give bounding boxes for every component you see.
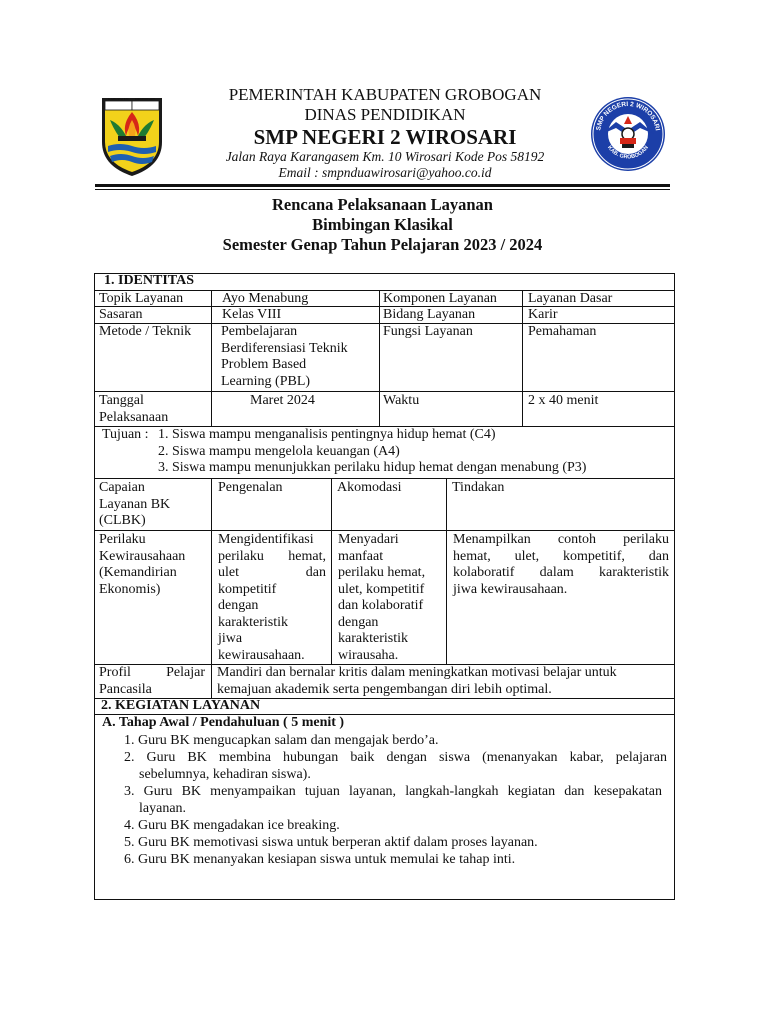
akomodasi-header: Akomodasi bbox=[337, 480, 402, 495]
clbk-header-line: Capaian bbox=[99, 480, 145, 495]
kegiatan-step: 6. Guru BK menanyakan kesiapan siswa untuk memulai ke tahap inti. bbox=[124, 852, 516, 867]
bidang-label: Bidang Layanan bbox=[383, 307, 476, 322]
clbk-row-label-line: (Kemandirian bbox=[99, 565, 177, 580]
tujuan-item: 2. Siswa mampu mengelola keuangan (A4) bbox=[158, 443, 400, 459]
metode-label: Metode / Teknik bbox=[99, 324, 192, 339]
pengenalan-line: kewirausahaan. bbox=[218, 647, 305, 663]
kegiatan-step: 4. Guru BK mengadakan ice breaking. bbox=[124, 818, 340, 833]
document-title-2: Bimbingan Klasikal bbox=[312, 215, 453, 234]
right-logo-ring-text bbox=[588, 94, 668, 174]
table-line bbox=[94, 478, 675, 479]
komponen-value: Layanan Dasar bbox=[528, 291, 613, 306]
tujuan-item: 1. Siswa mampu menganalisis pentingnya hidup hemat (C4) bbox=[158, 427, 496, 442]
fungsi-label: Fungsi Layanan bbox=[383, 324, 473, 339]
right-logo-bottom-text: KAB. GROBOGAN bbox=[606, 144, 650, 161]
kabupaten-grobogan-logo bbox=[96, 92, 168, 178]
school-name: SMP NEGERI 2 WIROSARI bbox=[253, 125, 517, 149]
pengenalan-line: dengan bbox=[218, 598, 259, 613]
tindakan-line: hemat, ulet, kompetitif, dan bbox=[453, 548, 669, 564]
tujuan-item: 3. Siswa mampu menunjukkan perilaku hidup hemat dengan menabung (P3) bbox=[158, 460, 587, 475]
document-title-1: Rencana Pelaksanaan Layanan bbox=[272, 195, 493, 214]
akomodasi-line: dan kolaboratif bbox=[338, 598, 424, 613]
tanggal-label-line: Tanggal bbox=[99, 393, 144, 408]
identitas-heading: 1. IDENTITAS bbox=[104, 273, 194, 288]
metode-value-line: Learning (PBL) bbox=[221, 373, 311, 389]
tindakan-header: Tindakan bbox=[452, 480, 505, 495]
bidang-value: Karir bbox=[528, 307, 558, 322]
school-address: Jalan Raya Karangasem Km. 10 Wirosari Kode Pos 58192 bbox=[225, 149, 545, 164]
profil-value-line: kemajuan akademik serta pengembangan diri lebih optimal. bbox=[217, 681, 552, 697]
tindakan-line: Menampilkan contoh perilaku bbox=[453, 532, 669, 547]
akomodasi-line: Menyadari bbox=[338, 532, 399, 547]
header-rule-thick bbox=[95, 184, 670, 187]
pengenalan-line: ulet dan bbox=[218, 565, 326, 580]
clbk-row-label-line: Ekonomis) bbox=[99, 581, 161, 597]
right-logo-top-text: SMP NEGERI 2 WIROSARI bbox=[595, 100, 661, 132]
akomodasi-line: wirausaha. bbox=[338, 647, 399, 663]
komponen-label: Komponen Layanan bbox=[383, 291, 497, 306]
kegiatan-step: 1. Guru BK mengucapkan salam dan mengajak berdo’a. bbox=[124, 733, 439, 748]
waktu-value: 2 x 40 menit bbox=[528, 393, 599, 408]
pengenalan-line: Mengidentifikasi bbox=[218, 532, 314, 547]
kegiatan-heading: 2. KEGIATAN LAYANAN bbox=[101, 698, 261, 713]
sasaran-value: Kelas VIII bbox=[222, 307, 282, 322]
metode-value-line: Berdiferensiasi Teknik bbox=[221, 340, 348, 356]
kegiatan-step: sebelumnya, kehadiran siswa). bbox=[139, 767, 311, 782]
header-line-1: PEMERINTAH KABUPATEN GROBOGAN bbox=[228, 85, 542, 104]
kegiatan-step: 2. Guru BK membina hubungan baik dengan siswa (menanyakan kabar, pelajaran bbox=[124, 750, 667, 765]
fungsi-value: Pemahaman bbox=[528, 324, 597, 339]
akomodasi-line: perilaku hemat, bbox=[338, 565, 426, 580]
profil-label-line: Profil Pelajar bbox=[99, 665, 205, 680]
tindakan-line: kolaboratif dalam karakteristik bbox=[453, 565, 669, 580]
profil-label-line: Pancasila bbox=[99, 681, 152, 697]
akomodasi-line: dengan bbox=[338, 614, 379, 630]
table-line bbox=[94, 530, 675, 531]
kegiatan-step: layanan. bbox=[139, 801, 187, 816]
school-email: Email : smpnduawirosari@yahoo.co.id bbox=[278, 165, 492, 180]
pengenalan-line: jiwa bbox=[218, 631, 243, 646]
tanggal-label-line: Pelaksanaan bbox=[99, 409, 169, 425]
svg-text:KAB. GROBOGAN bbox=[606, 145, 650, 161]
tujuan-label: Tujuan : bbox=[102, 427, 149, 442]
pengenalan-line: kompetitif bbox=[218, 581, 277, 597]
clbk-header-line: Layanan BK bbox=[99, 496, 171, 512]
kegiatan-step: 3. Guru BK menyampaikan tujuan layanan, langkah-langkah kegiatan dan kesepakatan bbox=[124, 784, 662, 799]
header-rule-thin bbox=[95, 189, 670, 190]
pengenalan-line: perilaku hemat, bbox=[218, 548, 326, 564]
profil-value-line: Mandiri dan bernalar kritis dalam meningkatkan motivasi belajar untuk bbox=[217, 665, 617, 680]
topik-label: Topik Layanan bbox=[99, 291, 184, 306]
table-line bbox=[211, 478, 212, 664]
akomodasi-line: manfaat bbox=[338, 548, 384, 564]
tahap-awal-heading: A. Tahap Awal / Pendahuluan ( 5 menit ) bbox=[102, 715, 345, 730]
kegiatan-step: 5. Guru BK memotivasi siswa untuk berperan aktif dalam proses layanan. bbox=[124, 835, 538, 850]
table-line bbox=[446, 478, 447, 664]
header-line-2: DINAS PENDIDIKAN bbox=[304, 105, 466, 124]
document-title-3: Semester Genap Tahun Pelajaran 2023 / 2024 bbox=[222, 235, 543, 254]
left-logo-text-left: KABUPATEN bbox=[108, 97, 129, 101]
akomodasi-line: ulet, kompetitif bbox=[338, 581, 425, 597]
metode-value-line: Problem Based bbox=[221, 357, 307, 372]
table-line bbox=[211, 664, 212, 698]
pengenalan-header: Pengenalan bbox=[218, 480, 283, 495]
pengenalan-line: karakteristik bbox=[218, 614, 288, 630]
svg-text:SMP NEGERI 2 WIROSARI bbox=[595, 101, 661, 131]
tindakan-line: jiwa kewirausahaan. bbox=[453, 581, 568, 597]
metode-value-line: Pembelajaran bbox=[221, 324, 298, 339]
table-line bbox=[522, 290, 523, 426]
clbk-row-label-line: Kewirausahaan bbox=[99, 548, 186, 564]
table-line bbox=[94, 391, 675, 392]
sasaran-label: Sasaran bbox=[99, 307, 143, 322]
left-logo-text-right: GROBOGAN bbox=[135, 97, 155, 101]
topik-value: Ayo Menabung bbox=[222, 291, 309, 306]
table-line bbox=[331, 478, 332, 664]
table-line bbox=[379, 290, 380, 426]
table-line bbox=[211, 290, 212, 426]
waktu-label: Waktu bbox=[383, 393, 420, 408]
tanggal-value: Maret 2024 bbox=[250, 393, 315, 408]
clbk-header-line: (CLBK) bbox=[99, 513, 146, 528]
clbk-row-label-line: Perilaku bbox=[99, 532, 146, 547]
akomodasi-line: karakteristik bbox=[338, 631, 408, 646]
